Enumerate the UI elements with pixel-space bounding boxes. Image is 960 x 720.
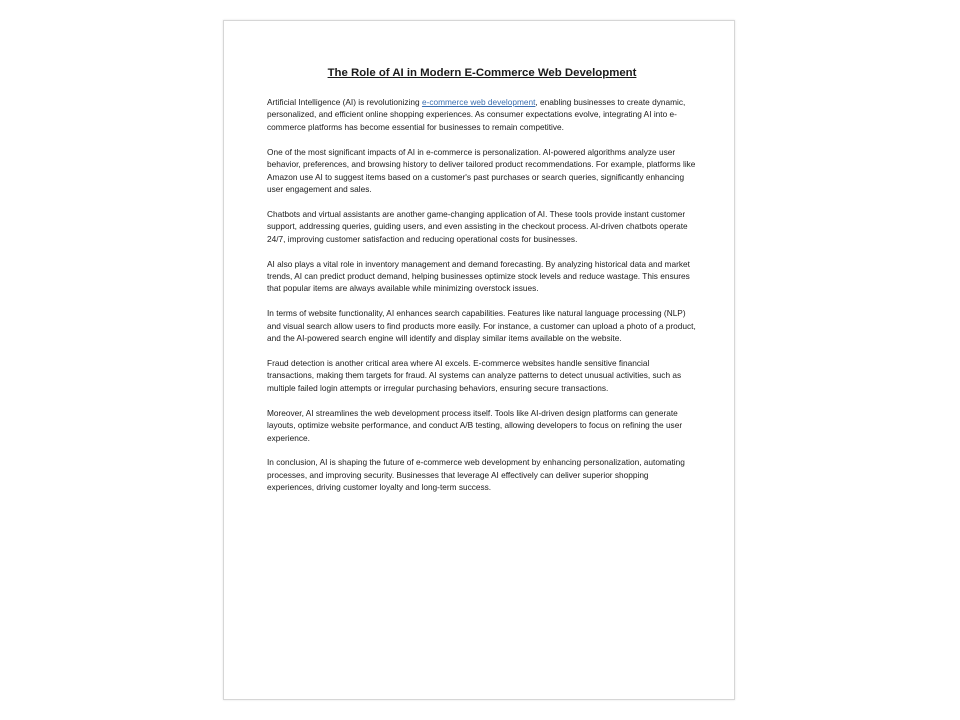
paragraph-search: In terms of website functionality, AI enhances search capabilities. Features like natural language processing (NLP) and visual search allow users to find products more easily. For instance, a customer can upload a photo of a product, and the AI-powered search engine will identify and display similar items available on the website. <box>267 308 696 344</box>
ecommerce-web-development-link[interactable]: e-commerce web development <box>421 97 536 107</box>
paragraph-inventory: AI also plays a vital role in inventory management and demand forecasting. By analyzing historical data and market trends, AI can predict product demand, helping businesses optimize stock levels and reduce wastage. This ensures that popular items are always available while minimizing overstock issues. <box>267 258 690 294</box>
intro-text-after-link: , enabling businesses to create dynamic, personalized, and efficient online shopping experiences. As consumer expectations evolve, integrating AI into e-commerce platforms has become essential for businesses to remain competitive. <box>267 97 686 132</box>
document-body <box>267 66 697 506</box>
paragraph-development-process: Moreover, AI streamlines the web development process itself. Tools like AI-driven design platforms can generate layouts, optimize website performance, and conduct A/B testing, allowing developers to focus on refining the user experience. <box>267 407 683 443</box>
intro-paragraph <box>267 96 697 133</box>
paragraph-chatbots: Chatbots and virtual assistants are another game-changing application of AI. These tools provide instant customer support, addressing queries, guiding users, and even assisting in the checkout process. AI-driven chatbots operate 24/7, improving customer satisfaction and reducing operational costs for businesses. <box>267 208 688 244</box>
paragraph-conclusion: In conclusion, AI is shaping the future of e-commerce web development by enhancing personalization, automating processes, and improving security. Businesses that leverage AI effectively can deliver superior shopping experiences, driving customer loyalty and long-term success. <box>267 457 685 493</box>
paragraph-personalization: One of the most significant impacts of AI in e-commerce is personalization. AI-powered algorithms analyze user behavior, preferences, and browsing history to deliver tailored product recommendations. For example, platforms like Amazon use AI to suggest items based on a customer's past purchases or search queries, significantly enhancing user engagement and sales. <box>267 146 696 194</box>
paragraph-fraud-detection: Fraud detection is another critical area where AI excels. E-commerce websites handle sensitive financial transactions, making them targets for fraud. AI systems can analyze patterns to detect unusual activities, such as multiple failed login attempts or irregular purchasing behaviors, ensuring secure transactions. <box>267 358 682 393</box>
intro-text-before-link: Artificial Intelligence (AI) is revolutionizing <box>267 97 422 107</box>
document-page <box>223 20 735 700</box>
document-title: The Role of AI in Modern E-Commerce Web Development <box>327 67 637 79</box>
